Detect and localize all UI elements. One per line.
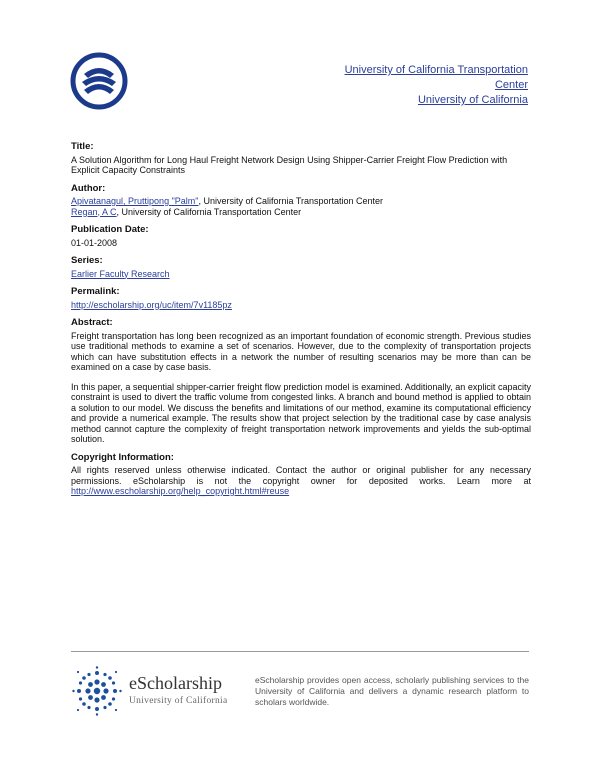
metadata-body bbox=[71, 142, 531, 497]
author-entry bbox=[71, 196, 531, 207]
author-link[interactable]: Regan, A C bbox=[71, 206, 117, 217]
institution-links bbox=[345, 63, 528, 108]
title-text: A Solution Algorithm for Long Haul Freight Network Design Using Shipper-Carrier Freight Flow Prediction with Explicit Capacity Constraints bbox=[71, 154, 508, 175]
series-link[interactable]: Earlier Faculty Research bbox=[71, 268, 170, 279]
institution-line-2[interactable]: Center bbox=[494, 79, 528, 91]
permalink-label: Permalink: bbox=[71, 286, 120, 297]
author-link[interactable]: Apivatanagul, Pruttipong "Palm" bbox=[71, 196, 199, 206]
publication-date-label: Publication Date: bbox=[71, 224, 149, 235]
institution-line-1[interactable]: University of California Transportation bbox=[344, 64, 528, 76]
escholarship-logo-icon bbox=[71, 665, 123, 717]
footer-divider bbox=[71, 651, 529, 652]
copyright-label: Copyright Information: bbox=[71, 451, 174, 463]
escholarship-description: eScholarship provides open access, scholarly publishing services to the University of California and delivers a dynamic research platform to scholars worldwide. bbox=[255, 675, 529, 707]
copyright-link[interactable]: http://www.escholarship.org/help_copyright.html#reuse bbox=[71, 486, 290, 496]
escholarship-brand: eScholarship bbox=[129, 673, 222, 693]
permalink-link[interactable]: http://escholarship.org/uc/item/7v1185pz bbox=[71, 299, 232, 310]
publication-date-value: 01-01-2008 bbox=[71, 237, 118, 248]
series-label: Series: bbox=[71, 255, 103, 266]
copyright-text bbox=[71, 465, 531, 497]
uc-logo-icon bbox=[70, 52, 128, 110]
escholarship-subtitle: University of California bbox=[129, 696, 228, 706]
title-label: Title: bbox=[71, 141, 94, 152]
institution-line-3[interactable]: University of California bbox=[417, 94, 528, 106]
author-affiliation: , University of California Transportation Center bbox=[116, 206, 302, 217]
author-affiliation: , University of California Transportation Center bbox=[198, 196, 384, 206]
abstract-paragraph-1: Freight transportation has long been recognized as an important foundation of economic strength. Previous studies use traditional methods to examine a set of scenarios. However, due to the complexity of transportation projects which can have substitution effects in a network the number of resulting scenarios may be more than can be examined on a case by case basis. bbox=[71, 330, 531, 372]
copyright-body: All rights reserved unless otherwise indicated. Contact the author or original publisher for any necessary permissions. eScholarship is not the copyright owner for deposited works. Learn more at bbox=[71, 465, 531, 486]
author-label: Author: bbox=[71, 182, 106, 194]
author-entry bbox=[71, 207, 531, 218]
abstract-paragraph-2: In this paper, a sequential shipper-carrier freight flow prediction model is examined. Additionally, an explicit capacity constraint is used to divert the traffic volume from congested links. A branch and bound method is applied to obtain a solution to our model. We discuss the benefits and limitations of our method, examine its computational efficiency and provide a numerical example. The results show that project selection by the traditional case by case analysis method cannot capture the complexity of freight transportation network improvements and yields the sub-optimal solution. bbox=[71, 381, 531, 444]
abstract-label: Abstract: bbox=[71, 317, 113, 328]
